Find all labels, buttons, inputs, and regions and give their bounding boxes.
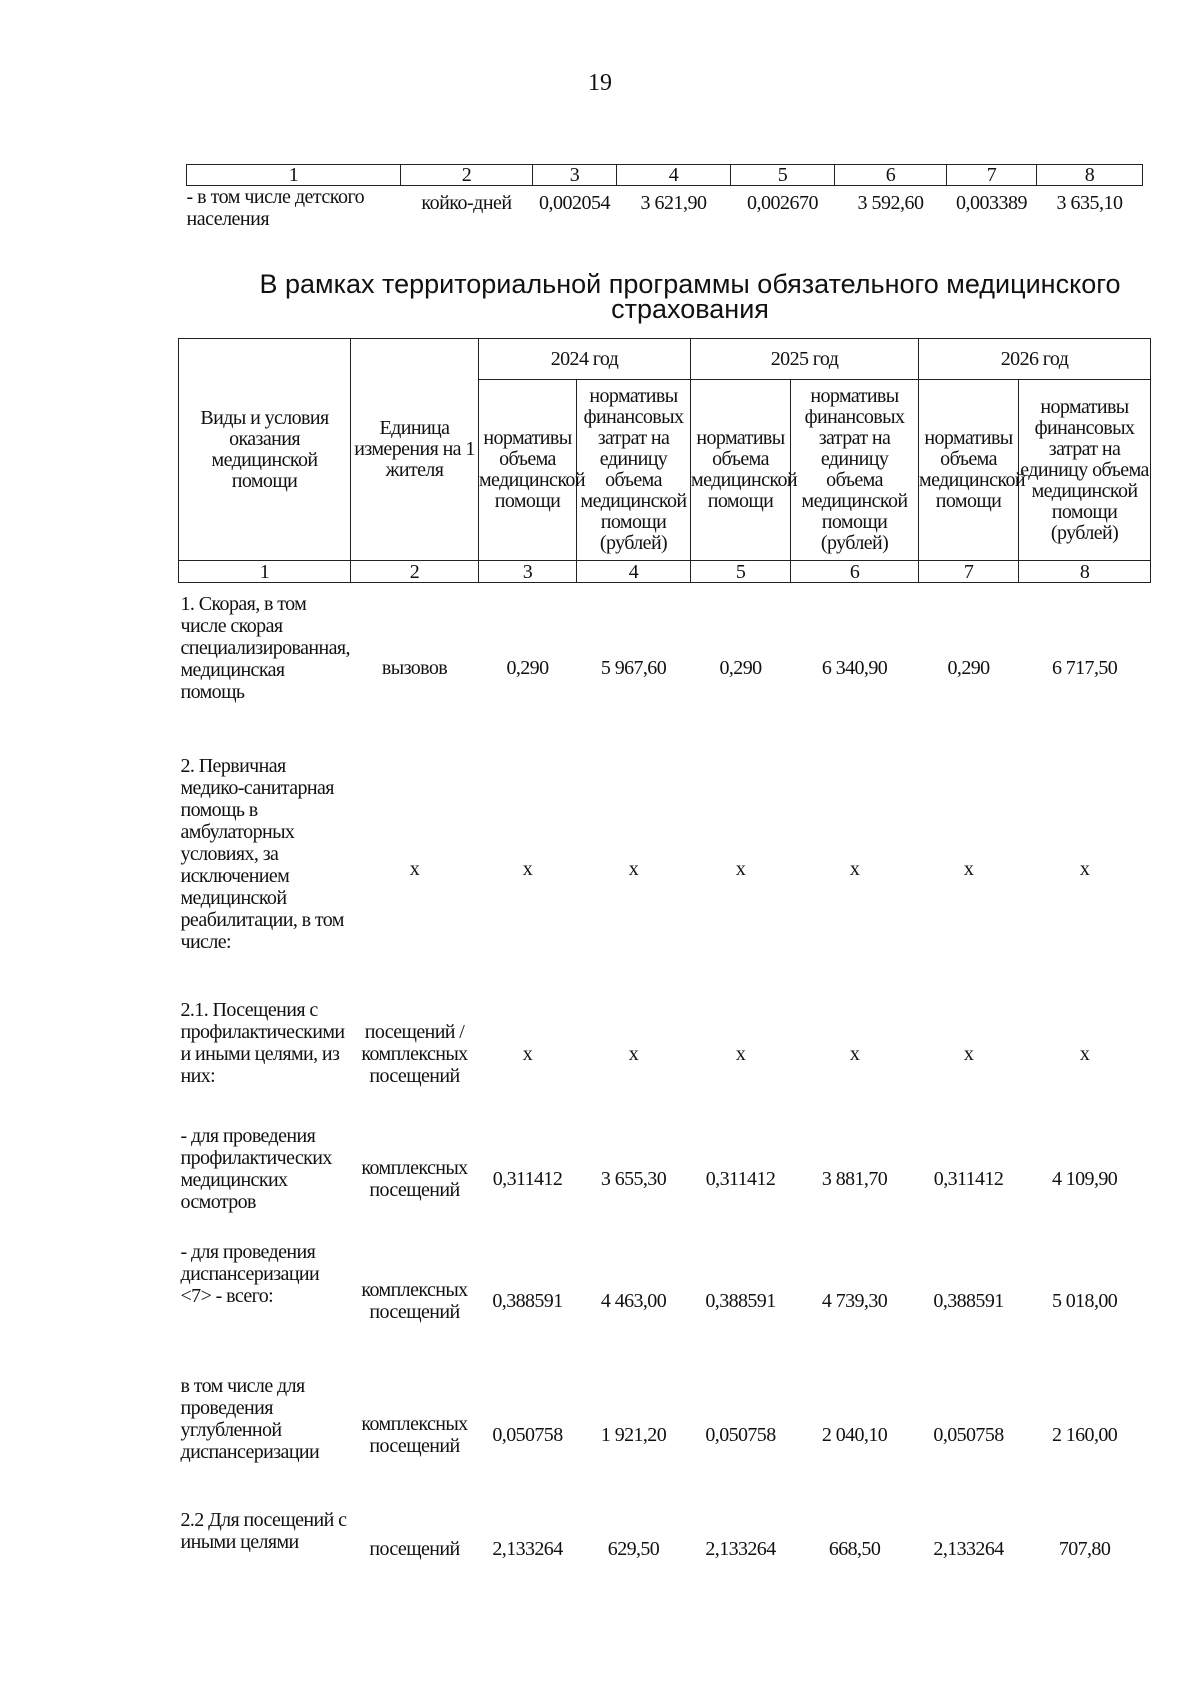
row-unit: посещений xyxy=(369,1538,460,1560)
column-number: 3 xyxy=(533,165,617,186)
cell-value: 0,311412 xyxy=(933,1168,1004,1190)
table-row xyxy=(179,983,1151,1109)
column-number-row xyxy=(187,165,1143,186)
cell-value: 3 881,70 xyxy=(821,1168,888,1190)
cell-value: 0,388591 xyxy=(492,1290,563,1312)
table-row xyxy=(179,1495,1151,1589)
row-unit: вызовов xyxy=(381,657,448,679)
column-number: 3 xyxy=(479,561,577,583)
main-table xyxy=(178,338,1151,1589)
cell-value: 0,311412 xyxy=(705,1168,776,1190)
row-label: - для проведения диспансеризации <7> - всего: xyxy=(180,1241,320,1307)
cell-value: 2,133264 xyxy=(492,1538,563,1560)
column-number-row xyxy=(179,561,1151,583)
table-row xyxy=(179,1361,1151,1495)
row-unit: комплексных посещений xyxy=(361,1157,468,1201)
column-number: 8 xyxy=(1019,561,1151,583)
cell-value: 6 340,90 xyxy=(821,657,888,679)
cell-value: 2,133264 xyxy=(933,1538,1004,1560)
cell-value: 0,050758 xyxy=(933,1424,1004,1446)
cell-value: х xyxy=(735,1043,746,1065)
cell-value: 3 592,60 xyxy=(857,192,924,214)
cell-value: 0,290 xyxy=(947,657,990,679)
table-row xyxy=(179,1109,1151,1233)
table-row xyxy=(179,583,1151,744)
cell-value: 0,003389 xyxy=(956,192,1027,214)
cell-value: 2 040,10 xyxy=(821,1424,888,1446)
cell-value: 3 635,10 xyxy=(1056,192,1123,214)
row-label: - для проведения профилактических медицинских осмотров xyxy=(180,1125,332,1213)
cell-value: х xyxy=(849,1043,860,1065)
cell-value: 0,002670 xyxy=(747,192,818,214)
cell-value: х xyxy=(849,858,860,880)
section-title: В рамках территориальной программы обязательного медицинского страхования xyxy=(259,269,1121,324)
cell-value: х xyxy=(522,858,533,880)
cell-value: 4 109,90 xyxy=(1051,1168,1118,1190)
cell-value: х xyxy=(963,1043,974,1065)
column-number: 5 xyxy=(691,561,791,583)
header-volume: нормативы объема медицинской помощи xyxy=(691,380,791,561)
cell-value: 0,388591 xyxy=(705,1290,776,1312)
column-number: 8 xyxy=(1037,165,1143,186)
column-number: 1 xyxy=(187,165,401,186)
row-label: в том числе для проведения углубленной диспансеризации xyxy=(180,1375,320,1463)
cell-value: х xyxy=(735,858,746,880)
row-unit: койко-дней xyxy=(421,192,512,214)
cell-value: 2 160,00 xyxy=(1051,1424,1118,1446)
table-row xyxy=(179,1233,1151,1361)
header-row xyxy=(179,339,1151,380)
column-number: 1 xyxy=(179,561,351,583)
continuation-table xyxy=(186,164,1143,230)
cell-value: 0,311412 xyxy=(492,1168,563,1190)
header-year: 2026 год xyxy=(919,339,1151,380)
header-cost: нормативы финансовых затрат на единицу объема медицинской помощи (рублей) xyxy=(1019,380,1151,561)
header-volume: нормативы объема медицинской помощи xyxy=(479,380,577,561)
header-cost: нормативы финансовых затрат на единицу объема медицинской помощи (рублей) xyxy=(791,380,919,561)
cell-value: 3 621,90 xyxy=(640,192,707,214)
header-year: 2025 год xyxy=(691,339,919,380)
cell-value: 4 739,30 xyxy=(821,1290,888,1312)
cell-value: х xyxy=(1079,858,1090,880)
cell-value: 3 655,30 xyxy=(600,1168,667,1190)
row-unit: посещений / комплексных посещений xyxy=(361,1021,468,1087)
cell-value: 668,50 xyxy=(828,1538,881,1560)
cell-value: 6 717,50 xyxy=(1051,657,1118,679)
cell-value: 0,050758 xyxy=(705,1424,776,1446)
row-unit: комплексных посещений xyxy=(361,1279,468,1323)
row-label: 2.1. Посещения с профилактическими и иными целями, из них: xyxy=(180,999,345,1087)
cell-value: 629,50 xyxy=(607,1538,660,1560)
header-volume: нормативы объема медицинской помощи xyxy=(919,380,1019,561)
table-row xyxy=(179,743,1151,983)
header-year: 2024 год xyxy=(479,339,691,380)
column-number: 2 xyxy=(401,165,533,186)
cell-value: 707,80 xyxy=(1058,1538,1111,1560)
header-unit: Единица измерения на 1 жителя xyxy=(351,339,479,561)
cell-value: 1 921,20 xyxy=(600,1424,667,1446)
header-cost: нормативы финансовых затрат на единицу объема медицинской помощи (рублей) xyxy=(577,380,691,561)
cell-value: 5 967,60 xyxy=(600,657,667,679)
column-number: 5 xyxy=(731,165,835,186)
column-number: 7 xyxy=(919,561,1019,583)
column-number: 4 xyxy=(617,165,731,186)
column-number: 7 xyxy=(947,165,1037,186)
cell-value: х xyxy=(1079,1043,1090,1065)
row-label: - в том числе детского населения xyxy=(186,186,365,230)
row-unit: х xyxy=(409,858,420,880)
cell-value: 0,050758 xyxy=(492,1424,563,1446)
header-type: Виды и условия оказания медицинской помощи xyxy=(179,339,351,561)
cell-value: х xyxy=(628,1043,639,1065)
cell-value: 0,290 xyxy=(506,657,549,679)
column-number: 6 xyxy=(835,165,947,186)
cell-value: 4 463,00 xyxy=(600,1290,667,1312)
column-number: 2 xyxy=(351,561,479,583)
column-number: 6 xyxy=(791,561,919,583)
row-label: 2. Первичная медико-санитарная помощь в амбулаторных условиях, за исключением медицинской реабилитации, в том числе: xyxy=(180,755,344,953)
table-row xyxy=(187,186,1143,231)
cell-value: 5 018,00 xyxy=(1051,1290,1118,1312)
cell-value: х xyxy=(963,858,974,880)
cell-value: 0,388591 xyxy=(933,1290,1004,1312)
page-number: 19 xyxy=(588,70,612,96)
cell-value: х xyxy=(628,858,639,880)
row-label: 1. Скорая, в том числе скорая специализированная, медицинская помощь xyxy=(180,593,350,703)
row-unit: комплексных посещений xyxy=(361,1413,468,1457)
cell-value: 2,133264 xyxy=(705,1538,776,1560)
cell-value: 0,290 xyxy=(719,657,762,679)
cell-value: х xyxy=(522,1043,533,1065)
cell-value: 0,002054 xyxy=(539,192,610,214)
column-number: 4 xyxy=(577,561,691,583)
row-label: 2.2 Для посещений с иными целями xyxy=(180,1509,347,1553)
